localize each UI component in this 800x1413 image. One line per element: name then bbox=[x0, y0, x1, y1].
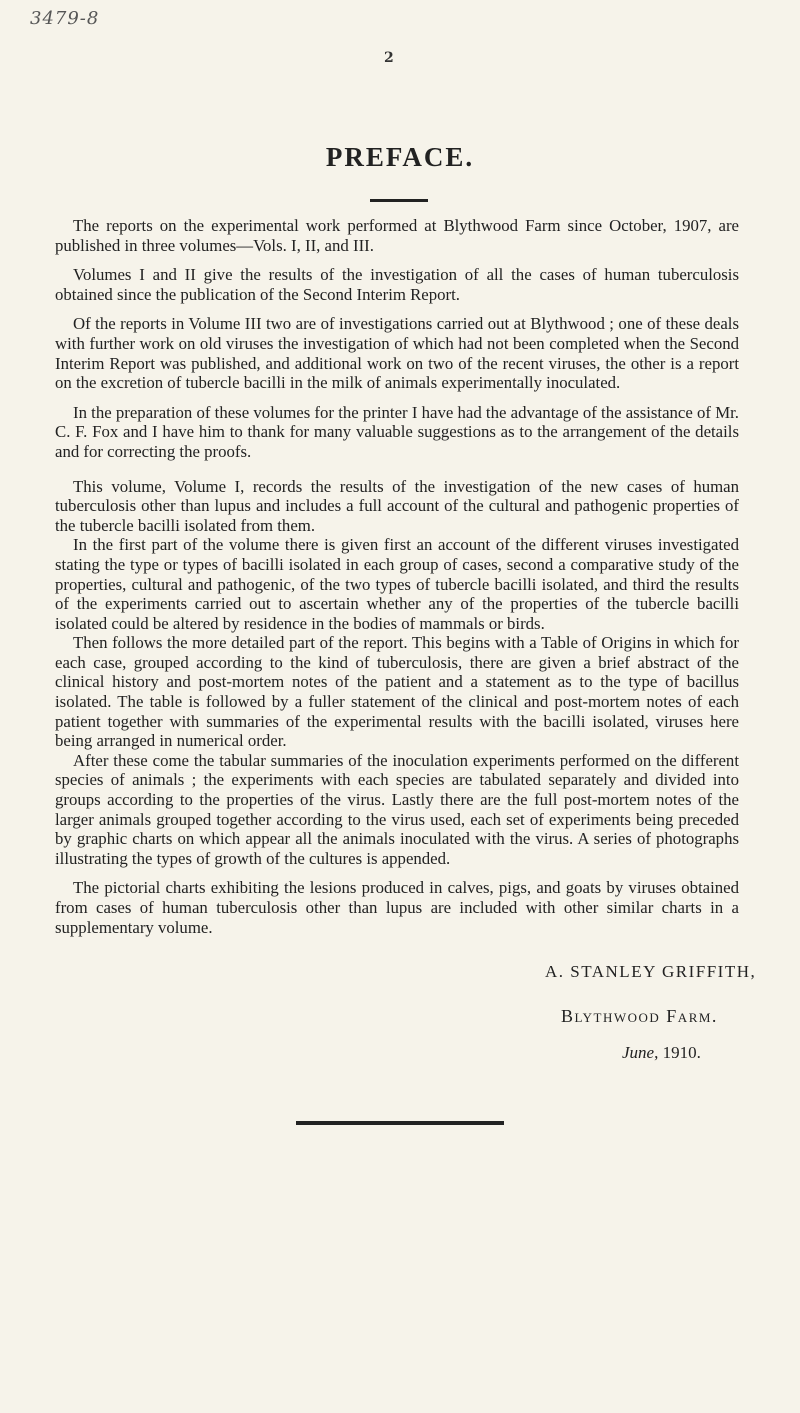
title-rule bbox=[370, 199, 428, 202]
preface-body bbox=[55, 206, 739, 937]
page-number: 2 bbox=[384, 50, 394, 66]
paragraph: After these come the tabular summaries of the inoculation experiments performed on the different species of animals ; the experiments with each species are tabulated separately and divided into groups according to the properties of the virus. Lastly there are the full post-mortem notes of the larger animals grouped together according to the virus used, each set of experiments being preceded by graphic charts on which appear all the animals inoculated with the virus. A series of photographs illustrating the types of growth of the cultures is appended. bbox=[55, 750, 739, 868]
page-title: PREFACE. bbox=[325, 142, 475, 172]
paragraph: Then follows the more detailed part of the report. This begins with a Table of Origins in which for each case, grouped according to the kind of tuberculosis, there are given a brief abstract of the clinical history and post-mortem notes of the patient and a statement as to the type of bacillus isolated. The table is followed by a fuller statement of the clinical and post-mortem notes of each patient together with summaries of the experimental results with the bacilli isolated, viruses here being arranged in numerical order. bbox=[55, 633, 739, 751]
signature-date bbox=[622, 1043, 701, 1063]
paragraph: In the first part of the volume there is given first an account of the different viruses investigated stating the type or types of bacilli isolated in each group of cases, second a comparative study of the properties, cultural and pathogenic, of the two types of tubercle bacilli isolated, and third the results of the experiments carried out to ascertain whether any of the properties of the tubercle bacilli isolated could be altered by residence in the bodies of mammals or birds. bbox=[55, 535, 739, 633]
paragraph: This volume, Volume I, records the results of the investigation of the new cases of human tuberculosis other than lupus and includes a full account of the cultural and pathogenic properties of the tubercle bacilli isolated from them. bbox=[55, 476, 739, 535]
handwritten-catalog-note: 3479-8 bbox=[30, 8, 100, 29]
closing-rule bbox=[296, 1121, 504, 1125]
paragraph: Of the reports in Volume III two are of investigations carried out at Blythwood ; one of these deals with further work on old viruses the investigation of which had not been completed when the Second Interim Report was published, and additional work on two of the recent viruses, the other is a report on the excretion of tubercle bacilli in the milk of animals experimentally inoculated. bbox=[55, 314, 739, 393]
paragraph: Volumes I and II give the results of the investigation of all the cases of human tuberculosis obtained since the publication of the Second Interim Report. bbox=[55, 265, 739, 304]
signature-name: A. STANLEY GRIFFITH, bbox=[545, 962, 757, 981]
paragraph: The pictorial charts exhibiting the lesions produced in calves, pigs, and goats by viruses obtained from cases of human tuberculosis other than lupus are included with other similar charts in a supplementary volume. bbox=[55, 878, 739, 937]
signature-place: Blythwood Farm. bbox=[561, 1006, 718, 1026]
date-month: June bbox=[622, 1043, 655, 1062]
paragraph: The reports on the experimental work performed at Blythwood Farm since October, 1907, are published in three volumes—Vols. I, II, and III. bbox=[55, 216, 739, 255]
date-year: , 1910. bbox=[654, 1043, 701, 1062]
paragraph: In the preparation of these volumes for the printer I have had the advantage of the assistance of Mr. C. F. Fox and I have him to thank for many valuable suggestions as to the arrangement of the details and for correcting the proofs. bbox=[55, 402, 739, 461]
